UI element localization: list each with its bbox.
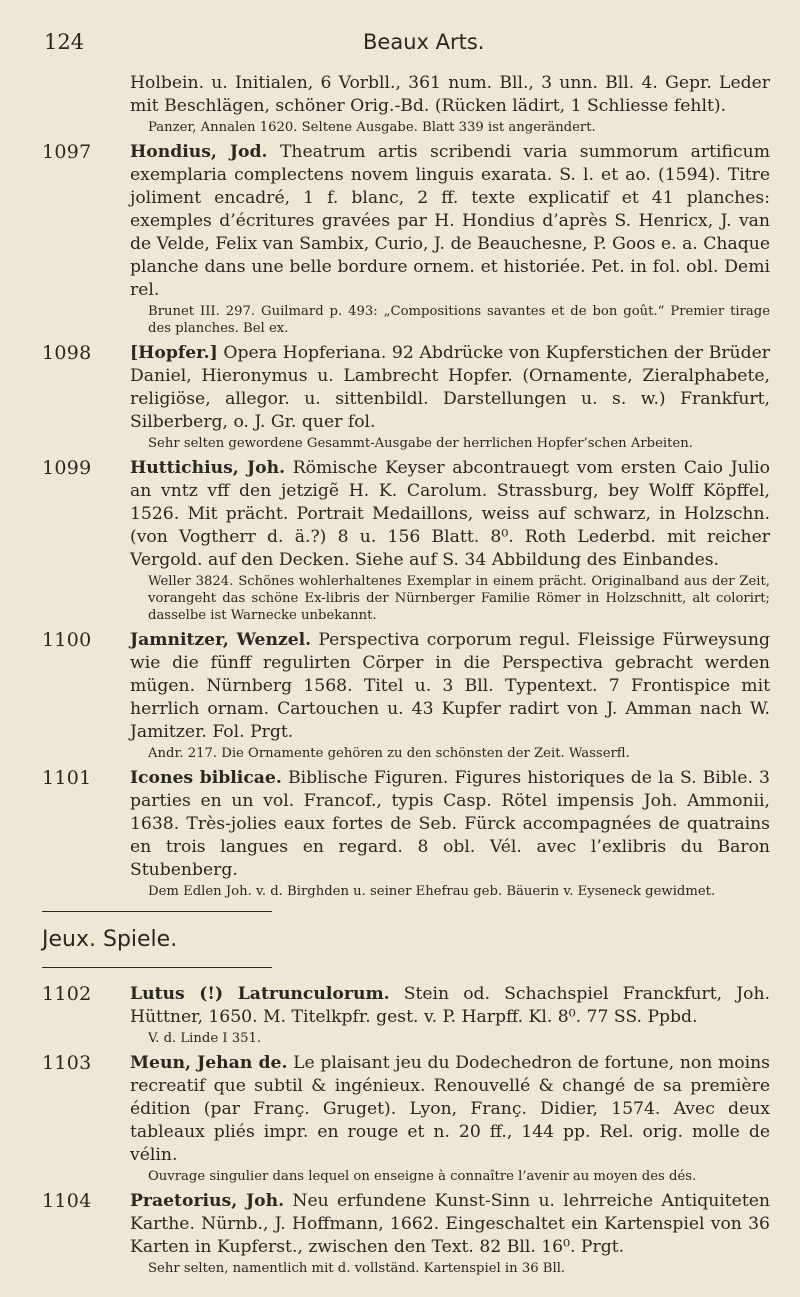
entry-note: Ouvrage singulier dans lequel on enseigne à connaître l’avenir au moyen des dés. — [148, 1169, 697, 1184]
entry-text: Le plaisant jeu du Dodechedron de fortune, non moins recreatif que subtil & ingénieux. Renouvellé & changé de sa première édition (par Franç. Gruget). Lyon, Franç. Didier, 1574. Avec deux tableaux pliés impr. en rouge et n. 20 ff., 144 pp. Rel. orig. molle de vélin. — [130, 1053, 771, 1165]
entry-note: Andr. 217. Die Ornamente gehören zu den schönsten der Zeit. Wasserfl. — [148, 746, 630, 761]
catalog-entry — [42, 342, 770, 452]
entry-body — [130, 457, 770, 572]
catalog-entry — [42, 1052, 771, 1185]
entry-author: [Hopfer.] — [130, 343, 218, 363]
entry-body — [130, 141, 770, 302]
section-rule-top — [42, 911, 272, 912]
catalog-entry — [42, 629, 770, 762]
entry-note: Panzer, Annalen 1620. Seltene Ausgabe. Blatt 339 ist angerändert. — [148, 120, 596, 135]
entry-body — [130, 72, 770, 118]
entry-body — [130, 1052, 770, 1167]
catalog-entry — [42, 141, 770, 337]
entry-number: 1100 — [42, 629, 92, 651]
entry-body — [130, 983, 770, 1029]
entry-text: Opera Hopferiana. 92 Abdrücke von Kupferstichen der Brüder Daniel, Hieronymus u. Lambrecht Hopfer. (Ornamente, Zieralphabete, religiöse, allegor. u. sittenbildl. Darstellungen u. s. w.) Frankfurt, Silberberg, o. J. Gr. quer fol. — [130, 343, 770, 432]
entry-text: Perspectiva corporum regul. Fleissige Fürweysung wie die fünff regulirten Cörper in die Perspectiva gebracht werden mügen. Nürnberg 1568. Titel u. 3 Bll. Typentext. 7 Frontispice mit herrlich ornam. Cartouchen u. 43 Kupfer radirt von J. Amman nach W. Jamitzer. Fol. Prgt. — [130, 630, 770, 742]
entry-body — [130, 1190, 770, 1259]
entry-note: Weller 3824. Schönes wohlerhaltenes Exemplar in einem prächt. Originalband aus der Zeit, vorangeht das schöne Ex-libris der Nürnberger Familie Römer in Holzschnitt, alt colorirt; dasselbe ist Warnecke unbekannt. — [148, 574, 770, 623]
entry-author: Meun, Jehan de. — [130, 1053, 288, 1073]
entry-text: Biblische Figuren. Figures historiques de la S. Bible. 3 parties en un vol. Francof., typis Casp. Rötel impensis Joh. Ammonii, 1638. Très-jolies eaux fortes de Seb. Fürck accompagnées de quatrains en trois langues en regard. 8 obl. Vél. avec l’exlibris du Baron Stubenberg. — [130, 768, 770, 880]
section-rule-bottom — [42, 967, 272, 968]
entry-number: 1099 — [42, 457, 92, 479]
entry-note: Sehr selten, namentlich mit d. vollständ. Kartenspiel in 36 Bll. — [148, 1261, 566, 1276]
entry-author: Huttichius, Joh. — [130, 458, 286, 478]
entry-number: 1104 — [42, 1190, 92, 1212]
catalog-entry — [42, 457, 770, 624]
running-title: Beaux Arts. — [363, 30, 485, 54]
entry-number: 1097 — [42, 141, 92, 163]
entry-note: Brunet III. 297. Guilmard p. 493: „Compositions savantes et de bon goût.“ Premier tirage des planches. Bel ex. — [148, 304, 770, 336]
section-title: Jeux. Spiele. — [42, 927, 178, 952]
page-header — [0, 30, 800, 60]
entry-text: Neu erfundene Kunst-Sinn u. lehrreiche Antiquiteten Karthe. Nürnb., J. Hoffmann, 1662. Eingeschaltet ein Kartenspiel von 36 Karten in Kupferst., zwischen den Text. 82 Bll. 16⁰. Prgt. — [130, 1191, 770, 1257]
entry-number: 1102 — [42, 983, 92, 1005]
entry-body — [130, 629, 770, 744]
entry-number: 1098 — [42, 342, 92, 364]
entry-text: Theatrum artis scribendi varia summorum artificum exemplaria complectens novem linguis exarata. S. l. et ao. (1594). Titre joliment encadré, 1 f. blanc, 2 ff. texte explicatif et 41 planches: exemples d’écritures gravées par H. Hondius d’après S. Henricx, J. van de Velde, Felix van Sambix, Curio, J. de Beauchesne, P. Goos e. a. Chaque planche dans une belle bordure ornem. et historiée. Pet. in fol. obl. Demi rel. — [130, 142, 770, 300]
entry-author: Lutus (!) Latrunculorum. — [130, 984, 390, 1004]
entry-body — [130, 342, 770, 434]
entry-author: Praetorius, Joh. — [130, 1191, 285, 1211]
entry-author: Jamnitzer, Wenzel. — [130, 630, 312, 650]
entry-text: Holbein. u. Initialen, 6 Vorbll., 361 num. Bll., 3 unn. Bll. 4. Gepr. Leder mit Beschlägen, schöner Orig.-Bd. (Rücken lädirt, 1 Schliesse fehlt). — [130, 73, 770, 116]
entry-number: 1101 — [42, 767, 92, 789]
entry-body — [130, 767, 770, 882]
entry-text: Römische Keyser abcontrauegt vom ersten Caio Julio an vntz vff den jetzigẽ H. K. Carolum. Strassburg, bey Wolff Köpffel, 1526. Mit prächt. Portrait Medaillons, weiss auf schwarz, in Holzschn. (von Vogtherr d. ä.?) 8 u. 156 Blatt. 8⁰. Roth Lederbd. mit reicher Vergold. auf den Decken. Siehe auf S. 34 Abbildung des Einbandes. — [130, 458, 770, 570]
entry-author: Icones biblicae. — [130, 768, 282, 788]
section-heading — [42, 927, 762, 967]
page-number: 124 — [44, 30, 85, 54]
catalog-entry — [42, 983, 770, 1047]
catalog-entry — [130, 72, 770, 136]
catalog-entry — [42, 1190, 770, 1277]
entry-number: 1103 — [42, 1052, 92, 1074]
entry-author: Hondius, Jod. — [130, 142, 268, 162]
entry-text: Stein od. Schachspiel Franckfurt, Joh. Hüttner, 1650. M. Titelkpfr. gest. v. P. Harpff. Kl. 8⁰. 77 SS. Ppbd. — [130, 984, 770, 1027]
entry-note: V. d. Linde I 351. — [148, 1031, 262, 1046]
catalog-entry — [42, 767, 770, 900]
entry-note: Dem Edlen Joh. v. d. Birghden u. seiner Ehefrau geb. Bäuerin v. Eyseneck gewidmet. — [148, 884, 716, 899]
entry-note: Sehr selten gewordene Gesammt-Ausgabe der herrlichen Hopfer’schen Arbeiten. — [148, 436, 693, 451]
